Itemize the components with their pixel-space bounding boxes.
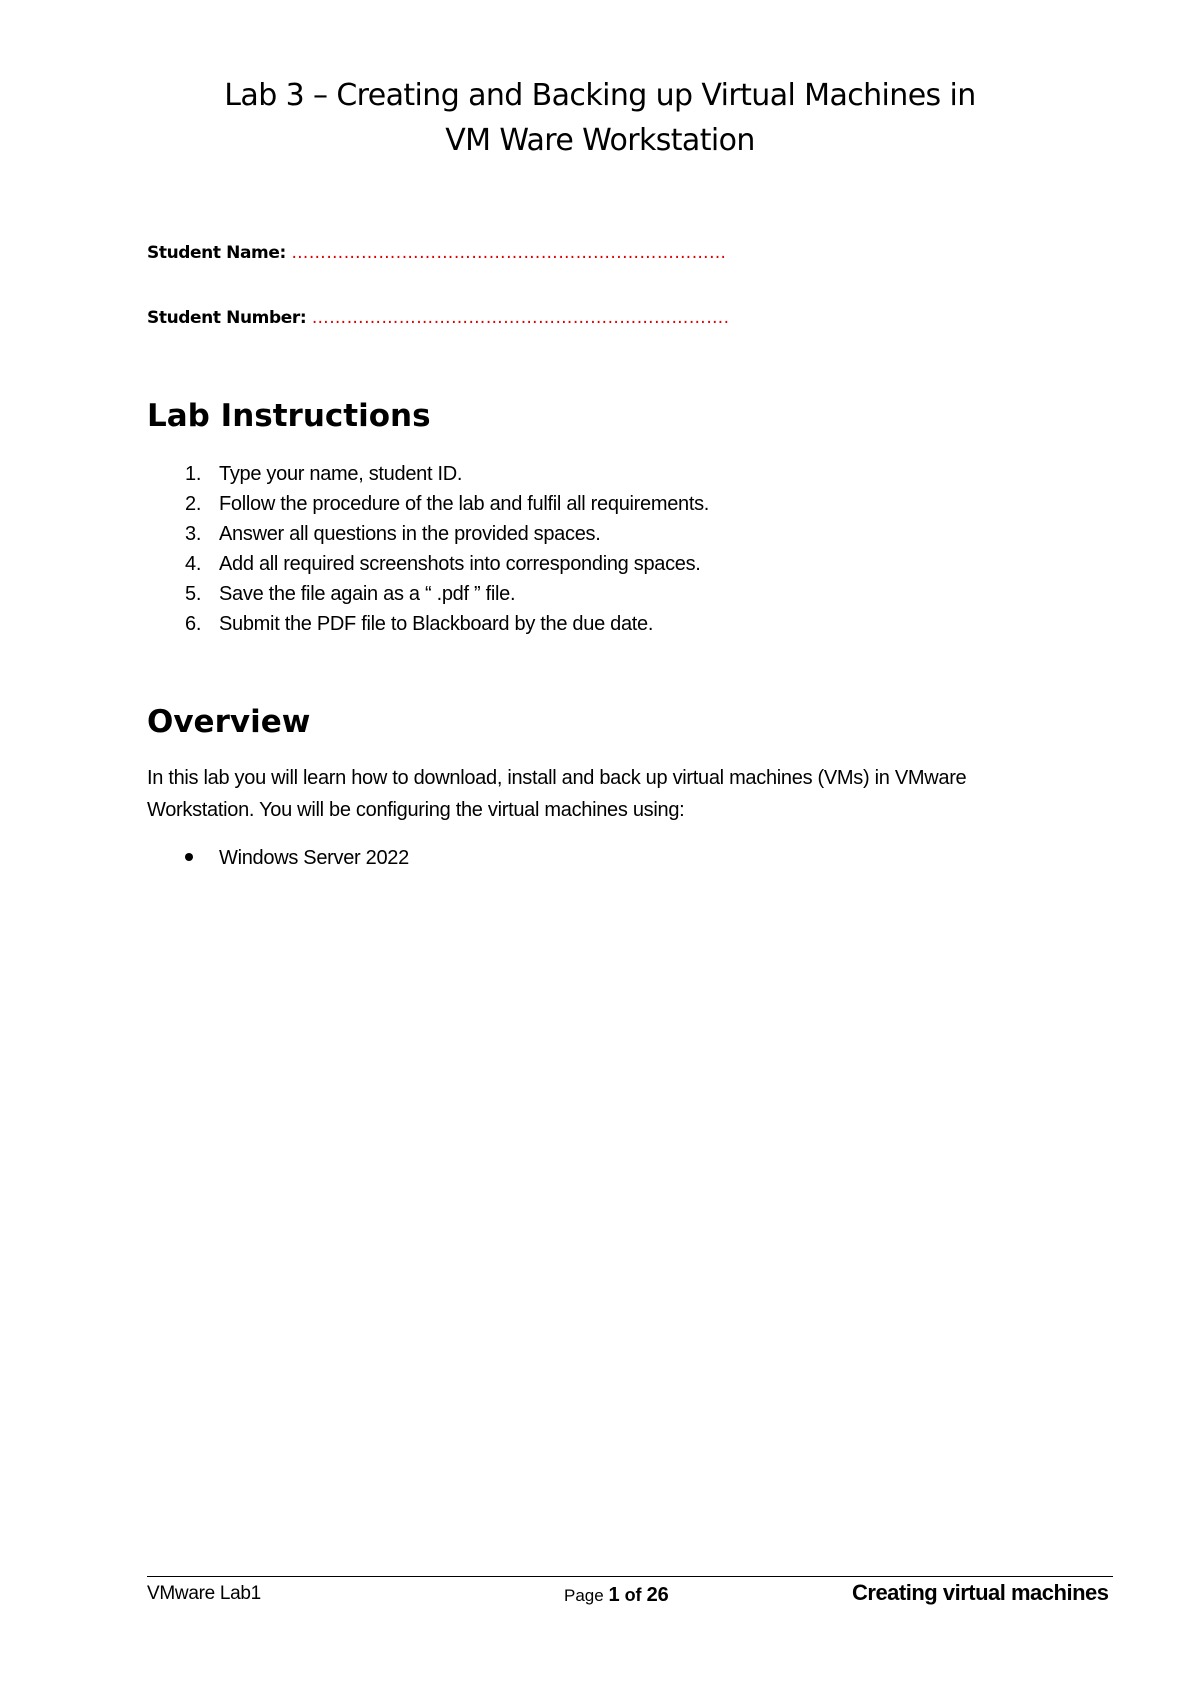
- list-item: [147, 579, 709, 609]
- footer-page-prefix: Page: [564, 1586, 609, 1605]
- footer-left-text: VMware Lab1: [147, 1583, 261, 1604]
- student-name-blank[interactable]: ……………….………………………………..………………: [291, 243, 727, 263]
- list-item-number: 1.: [185, 463, 202, 485]
- list-item-number: 5.: [185, 583, 202, 605]
- list-item: [147, 519, 709, 549]
- footer-page-number: 1: [608, 1584, 620, 1606]
- list-item-number: 3.: [185, 523, 202, 545]
- student-number-blank[interactable]: ……………………………………………..……………….: [311, 308, 730, 328]
- list-item-text: Add all required screenshots into corresponding spaces.: [219, 553, 701, 575]
- student-number-field[interactable]: [147, 308, 729, 328]
- list-item-number: 4.: [185, 553, 202, 575]
- footer-page-of: of: [619, 1585, 647, 1605]
- list-item-text: Submit the PDF file to Blackboard by the due date.: [219, 613, 654, 635]
- list-item: [147, 609, 709, 639]
- student-name-field[interactable]: [147, 243, 726, 263]
- overview-paragraph: In this lab you will learn how to download, install and back up virtual machines (VMs) in VMware Workstation. You will be configuring the virtual machines using:: [147, 767, 967, 821]
- document-title-line-1: Lab 3 – Creating and Backing up Virtual Machines in: [224, 78, 976, 113]
- footer-page-total: 26: [646, 1584, 669, 1606]
- list-item-text: Answer all questions in the provided spaces.: [219, 523, 601, 545]
- list-item-number: 6.: [185, 613, 202, 635]
- bullet-icon: [185, 853, 193, 861]
- lab-instructions-list: [147, 459, 709, 639]
- list-item-text: Follow the procedure of the lab and fulfil all requirements.: [219, 493, 710, 515]
- overview-bullet-list: [147, 843, 409, 873]
- list-item: [147, 489, 709, 519]
- list-item: [147, 549, 709, 579]
- list-item-text: Type your name, student ID.: [219, 463, 463, 485]
- footer-page-indicator: [564, 1584, 669, 1607]
- list-item: [147, 843, 409, 873]
- document-title-line-2: VM Ware Workstation: [445, 123, 755, 158]
- footer-right-text: Creating virtual machines: [852, 1580, 1109, 1605]
- lab-instructions-heading: Lab Instructions: [147, 398, 431, 434]
- footer-divider: [147, 1576, 1113, 1577]
- student-name-label: Student Name:: [147, 243, 286, 263]
- list-item-text: Save the file again as a “ .pdf ” file.: [219, 583, 516, 605]
- list-item-number: 2.: [185, 493, 202, 515]
- overview-heading: Overview: [147, 704, 311, 740]
- student-number-label: Student Number:: [147, 308, 307, 328]
- list-item-text: Windows Server 2022: [219, 847, 409, 869]
- list-item: [147, 459, 709, 489]
